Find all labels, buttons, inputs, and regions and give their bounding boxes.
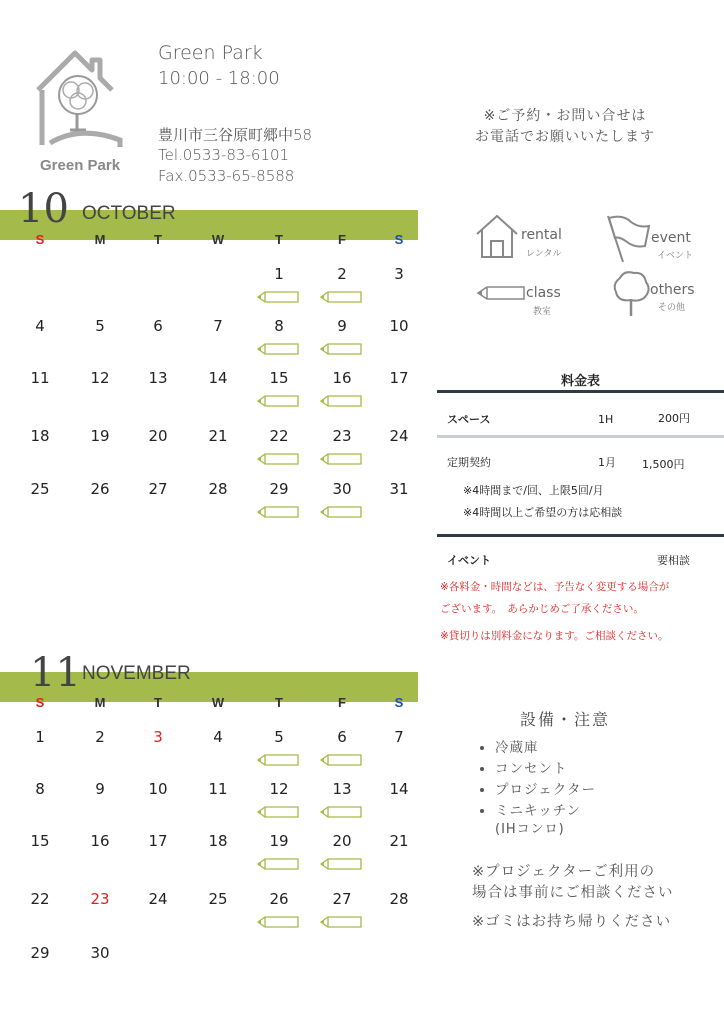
- class-pencil-icon: [257, 503, 299, 515]
- calendar-day[interactable]: 15: [30, 832, 50, 850]
- reservation-notice-1: ※ご予約・お問い合せは: [483, 108, 647, 124]
- class-pencil-icon: [320, 913, 362, 925]
- contract-unit: 1月: [598, 456, 616, 469]
- equipment-item-sub: (IHコンロ): [495, 822, 565, 837]
- equipment-item: • コンセント: [495, 759, 596, 780]
- calendar-day[interactable]: 19: [269, 832, 289, 850]
- class-pencil-icon: [257, 855, 299, 867]
- calendar-day[interactable]: 30: [90, 944, 110, 962]
- calendar-day[interactable]: 25: [208, 890, 228, 908]
- flag-icon: [605, 214, 653, 264]
- calendar-day[interactable]: 28: [389, 890, 409, 908]
- calendar-day[interactable]: 4: [35, 317, 45, 335]
- calendar-day[interactable]: 20: [332, 832, 352, 850]
- class-pencil-icon: [320, 503, 362, 515]
- calendar-day[interactable]: 5: [274, 728, 284, 746]
- weekday-header: W: [211, 695, 225, 710]
- class-pencil-icon: [257, 751, 299, 763]
- event-price: 要相談: [657, 554, 690, 567]
- calendar-day[interactable]: 16: [90, 832, 110, 850]
- calendar-day[interactable]: 6: [337, 728, 347, 746]
- equipment-list: [475, 738, 596, 822]
- pricing-mid-rule: [437, 435, 724, 438]
- class-pencil-icon: [257, 803, 299, 815]
- calendar-day[interactable]: 30: [332, 480, 352, 498]
- space-label: スペース: [447, 413, 491, 426]
- weekday-header: F: [338, 695, 346, 710]
- weekday-header: S: [394, 695, 404, 710]
- october-month-name: OCTOBER: [82, 203, 176, 224]
- telephone[interactable]: Tel.0533-83-6101: [158, 146, 290, 164]
- weekday-header: T: [154, 695, 162, 710]
- calendar-day[interactable]: 8: [274, 317, 284, 335]
- legend-class: [476, 285, 561, 317]
- weekday-header: T: [154, 232, 162, 247]
- calendar-day[interactable]: 1: [35, 728, 45, 746]
- class-pencil-icon: [320, 751, 362, 763]
- weekday-header: M: [94, 695, 106, 710]
- pricing-top-rule: [437, 390, 724, 393]
- november-month-number: 11: [30, 650, 81, 696]
- calendar-day[interactable]: 3: [153, 728, 163, 746]
- calendar-day[interactable]: 29: [30, 944, 50, 962]
- weekday-header: S: [35, 232, 45, 247]
- class-pencil-icon: [320, 855, 362, 867]
- class-pencil-icon: [257, 392, 299, 404]
- calendar-day[interactable]: 5: [95, 317, 105, 335]
- weekday-header: T: [275, 695, 283, 710]
- october-month-number: 10: [18, 186, 69, 232]
- class-pencil-icon: [320, 288, 362, 300]
- calendar-day[interactable]: 21: [208, 427, 228, 445]
- venue-name: Green Park: [158, 42, 263, 64]
- calendar-day[interactable]: 19: [90, 427, 110, 445]
- legend-others-sub: その他: [658, 303, 686, 313]
- equipment-note-2: 場合は事前にご相談ください: [472, 885, 674, 901]
- legend-class-label: class: [526, 285, 561, 301]
- calendar-day[interactable]: 4: [213, 728, 223, 746]
- calendar-day[interactable]: 8: [35, 780, 45, 798]
- weekday-header: M: [94, 232, 106, 247]
- legend-event-sub: イベント: [657, 251, 694, 261]
- calendar-day[interactable]: 3: [394, 265, 404, 283]
- space-price: 200円: [658, 412, 690, 425]
- class-pencil-icon: [257, 288, 299, 300]
- equipment-title: 設備・注意: [519, 710, 610, 729]
- contract-note-2: ※4時間以上ご希望の方は応相談: [463, 506, 623, 519]
- calendar-day[interactable]: 24: [389, 427, 409, 445]
- equipment-item: • ミニキッチン: [495, 801, 596, 822]
- fax: Fax.0533-65-8588: [158, 167, 295, 185]
- calendar-day[interactable]: 17: [389, 369, 409, 387]
- equipment-item: • 冷蔵庫: [495, 738, 596, 759]
- november-month-name: NOVEMBER: [82, 663, 191, 684]
- calendar-day[interactable]: 18: [30, 427, 50, 445]
- equipment-note-1: ※プロジェクターご利用の: [472, 864, 656, 880]
- price-warning-3: ※貸切りは別料金になります。ご相談ください。: [440, 630, 669, 642]
- class-pencil-icon: [257, 913, 299, 925]
- calendar-day[interactable]: 7: [394, 728, 404, 746]
- calendar-day[interactable]: 6: [153, 317, 163, 335]
- contract-label: 定期契約: [447, 456, 491, 469]
- class-pencil-icon: [320, 392, 362, 404]
- calendar-day[interactable]: 23: [332, 427, 352, 445]
- calendar-day[interactable]: 31: [389, 480, 409, 498]
- legend-rental-sub: レンタル: [526, 249, 562, 259]
- price-warning-2: ございます。 あらかじめご了承ください。: [440, 603, 644, 615]
- calendar-day[interactable]: 15: [269, 369, 289, 387]
- calendar-day[interactable]: 29: [269, 480, 289, 498]
- event-label: イベント: [447, 554, 491, 567]
- calendar-day[interactable]: 2: [337, 265, 347, 283]
- calendar-day[interactable]: 28: [208, 480, 228, 498]
- calendar-day[interactable]: 21: [389, 832, 409, 850]
- space-unit: 1H: [598, 413, 614, 426]
- calendar-day[interactable]: 14: [208, 369, 228, 387]
- calendar-day[interactable]: 13: [148, 369, 168, 387]
- class-pencil-icon: [257, 450, 299, 462]
- calendar-day[interactable]: 12: [269, 780, 289, 798]
- calendar-day[interactable]: 14: [389, 780, 409, 798]
- calendar-day[interactable]: 16: [332, 369, 352, 387]
- calendar-day[interactable]: 12: [90, 369, 110, 387]
- calendar-day[interactable]: 17: [148, 832, 168, 850]
- calendar-day[interactable]: 27: [148, 480, 168, 498]
- weekday-header: T: [275, 232, 283, 247]
- calendar-day[interactable]: 23: [90, 890, 110, 908]
- weekday-header: S: [35, 695, 45, 710]
- contract-note-1: ※4時間まで/回、上限5回/月: [463, 484, 604, 497]
- house-icon: [474, 212, 520, 262]
- calendar-day[interactable]: 9: [337, 317, 347, 335]
- legend-class-sub: 教室: [533, 307, 552, 317]
- tree-icon: [610, 270, 652, 318]
- weekday-header: F: [338, 232, 346, 247]
- legend-rental: [474, 212, 562, 266]
- class-pencil-icon: [320, 340, 362, 352]
- equipment-note-3: ※ゴミはお持ち帰りください: [472, 914, 672, 930]
- calendar-day[interactable]: 10: [389, 317, 409, 335]
- reservation-notice-2: お電話でお願いいたします: [475, 129, 655, 145]
- class-pencil-icon: [320, 803, 362, 815]
- calendar-day[interactable]: 13: [332, 780, 352, 798]
- pencil-icon: [476, 285, 526, 301]
- address: 豊川市三谷原町郷中58: [158, 126, 313, 144]
- price-warning-1: ※各料金・時間などは、予告なく変更する場合が: [440, 581, 670, 593]
- calendar-day[interactable]: 10: [148, 780, 168, 798]
- calendar-day[interactable]: 26: [269, 890, 289, 908]
- logo-text: Green Park: [40, 157, 121, 174]
- legend-others-label: others: [650, 282, 695, 298]
- calendar-day[interactable]: 18: [208, 832, 228, 850]
- opening-hours: 10:00 - 18:00: [158, 68, 280, 89]
- pricing-title: 料金表: [560, 374, 600, 389]
- calendar-day[interactable]: 9: [95, 780, 105, 798]
- pricing-bottom-rule: [437, 534, 724, 537]
- calendar-day[interactable]: 22: [269, 427, 289, 445]
- calendar-day[interactable]: 11: [208, 780, 228, 798]
- calendar-day[interactable]: 26: [90, 480, 110, 498]
- house-tree-logo-icon: [30, 45, 135, 157]
- class-pencil-icon: [257, 340, 299, 352]
- calendar-day[interactable]: 22: [30, 890, 50, 908]
- contract-price: 1,500円: [642, 458, 685, 471]
- calendar-day[interactable]: 25: [30, 480, 50, 498]
- calendar-day[interactable]: 2: [95, 728, 105, 746]
- calendar-day[interactable]: 24: [148, 890, 168, 908]
- calendar-day[interactable]: 27: [332, 890, 352, 908]
- weekday-header: S: [394, 232, 404, 247]
- legend-event: [605, 214, 694, 268]
- calendar-day[interactable]: 11: [30, 369, 50, 387]
- legend-event-label: event: [651, 230, 691, 246]
- legend-rental-label: rental: [521, 227, 562, 243]
- logo: [30, 45, 135, 180]
- legend-others: [610, 270, 695, 322]
- equipment-item: • プロジェクター: [495, 780, 596, 801]
- class-pencil-icon: [320, 450, 362, 462]
- weekday-header: W: [211, 232, 225, 247]
- calendar-day[interactable]: 1: [274, 265, 284, 283]
- calendar-day[interactable]: 20: [148, 427, 168, 445]
- calendar-day[interactable]: 7: [213, 317, 223, 335]
